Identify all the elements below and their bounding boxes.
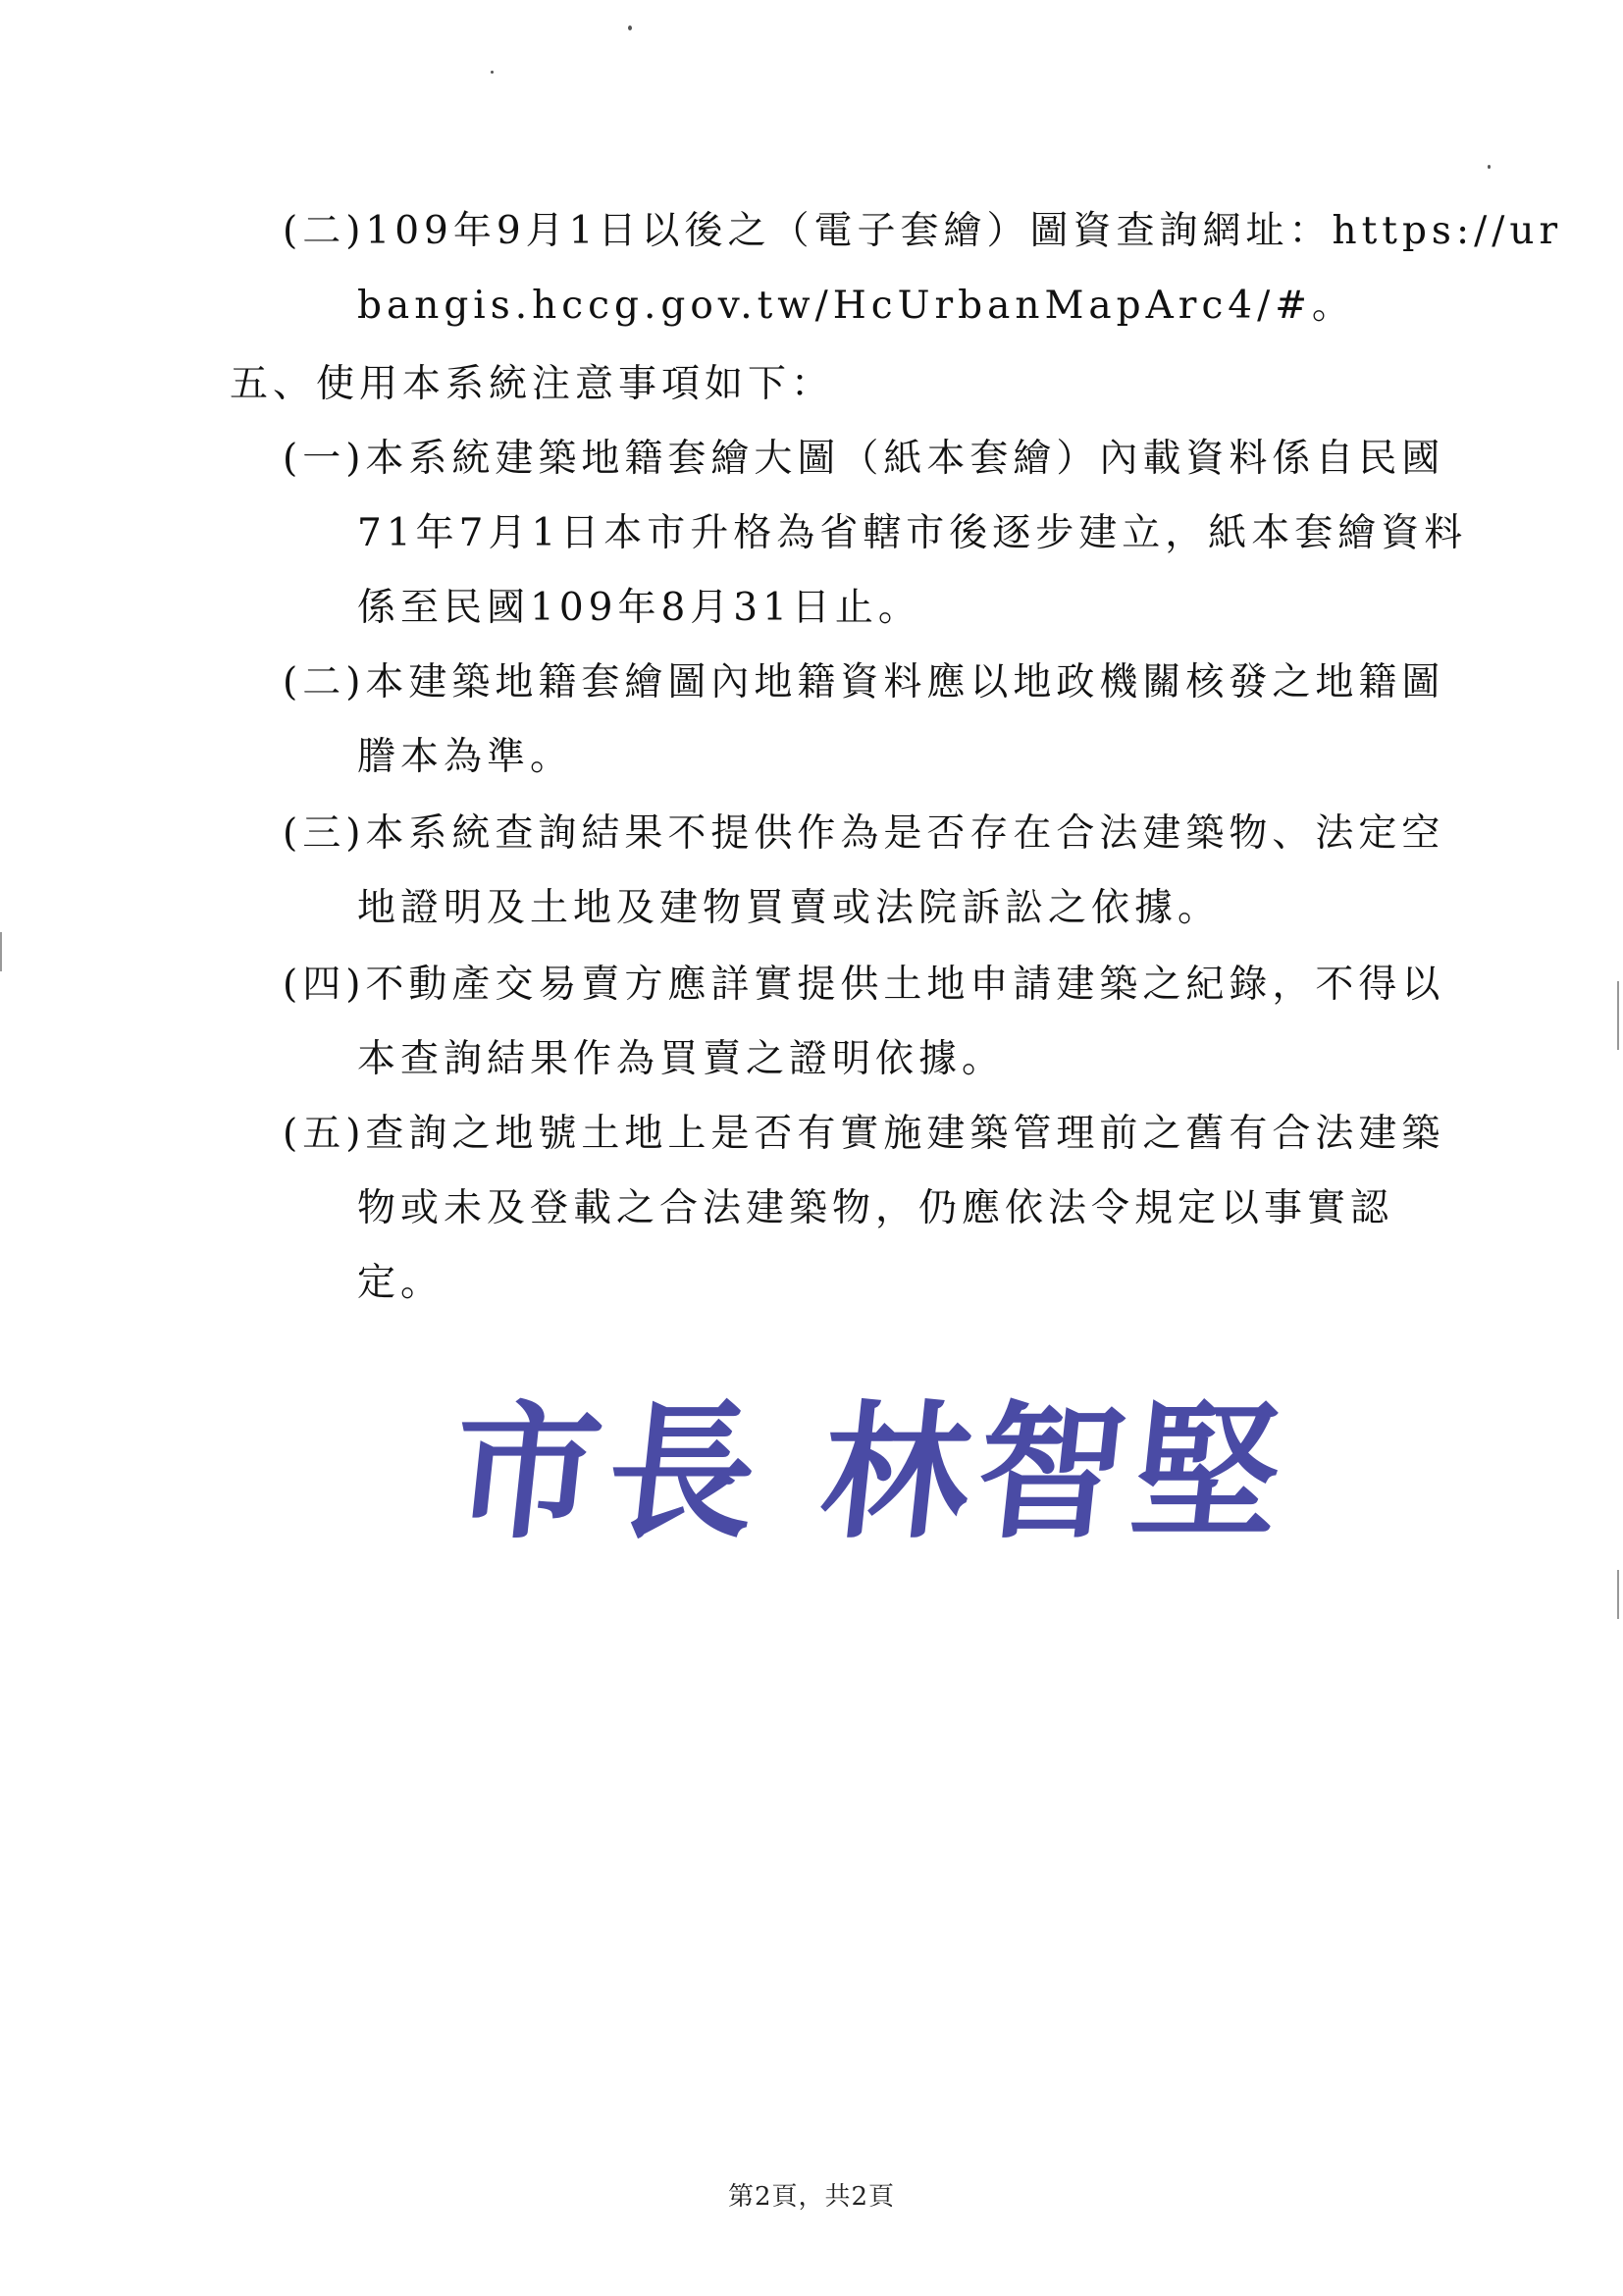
section-heading: 五、使用本系統注意事項如下：: [230, 362, 835, 406]
mayor-signature-stamp: 市長 林智堅: [444, 1388, 1297, 1559]
note-4-line-2: 本查詢結果作為買賣之證明依據。: [357, 1037, 1006, 1081]
note-1-line-2: 71年7月1日本市升格為省轄市後逐步建立，紙本套繪資料: [357, 511, 1468, 555]
note-1-line-1: (一)本系統建築地籍套繪大圖（紙本套繪）內載資料係自民國: [283, 437, 1445, 481]
note-5-line-2: 物或未及登載之合法建築物，仍應依法令規定以事實認: [357, 1186, 1394, 1230]
note-5-line-3: 定。: [357, 1261, 445, 1305]
note-5-line-1: (五)查詢之地號土地上是否有實施建築管理前之舊有合法建築: [283, 1112, 1445, 1156]
note-4-line-1: (四)不動產交易賣方應詳實提供土地申請建築之紀錄，不得以: [283, 963, 1445, 1007]
body-line-item2-url-2: bangis.hccg.gov.tw/HcUrbanMapArc4/#。: [357, 284, 1355, 328]
note-1-line-3: 係至民國109年8月31日止。: [357, 586, 921, 630]
scan-speck: [628, 26, 632, 30]
scan-speck: [491, 71, 494, 74]
scan-speck: [1488, 165, 1491, 169]
note-3-line-1: (三)本系統查詢結果不提供作為是否存在合法建築物、法定空: [283, 811, 1445, 856]
note-2-line-1: (二)本建築地籍套繪圖內地籍資料應以地政機關核發之地籍圖: [283, 660, 1445, 704]
note-3-line-2: 地證明及土地及建物買賣或法院訴訟之依據。: [357, 886, 1222, 930]
page-number: 第2頁，共2頁: [727, 2182, 896, 2212]
note-2-line-2: 謄本為準。: [357, 735, 574, 779]
scan-edge-mark: [1617, 981, 1619, 1050]
scan-edge-mark: [1617, 1570, 1619, 1619]
scan-edge-mark: [0, 932, 2, 971]
body-line-item2-url-1: (二)109年9月1日以後之（電子套繪）圖資查詢網址：https://ur: [283, 209, 1563, 253]
